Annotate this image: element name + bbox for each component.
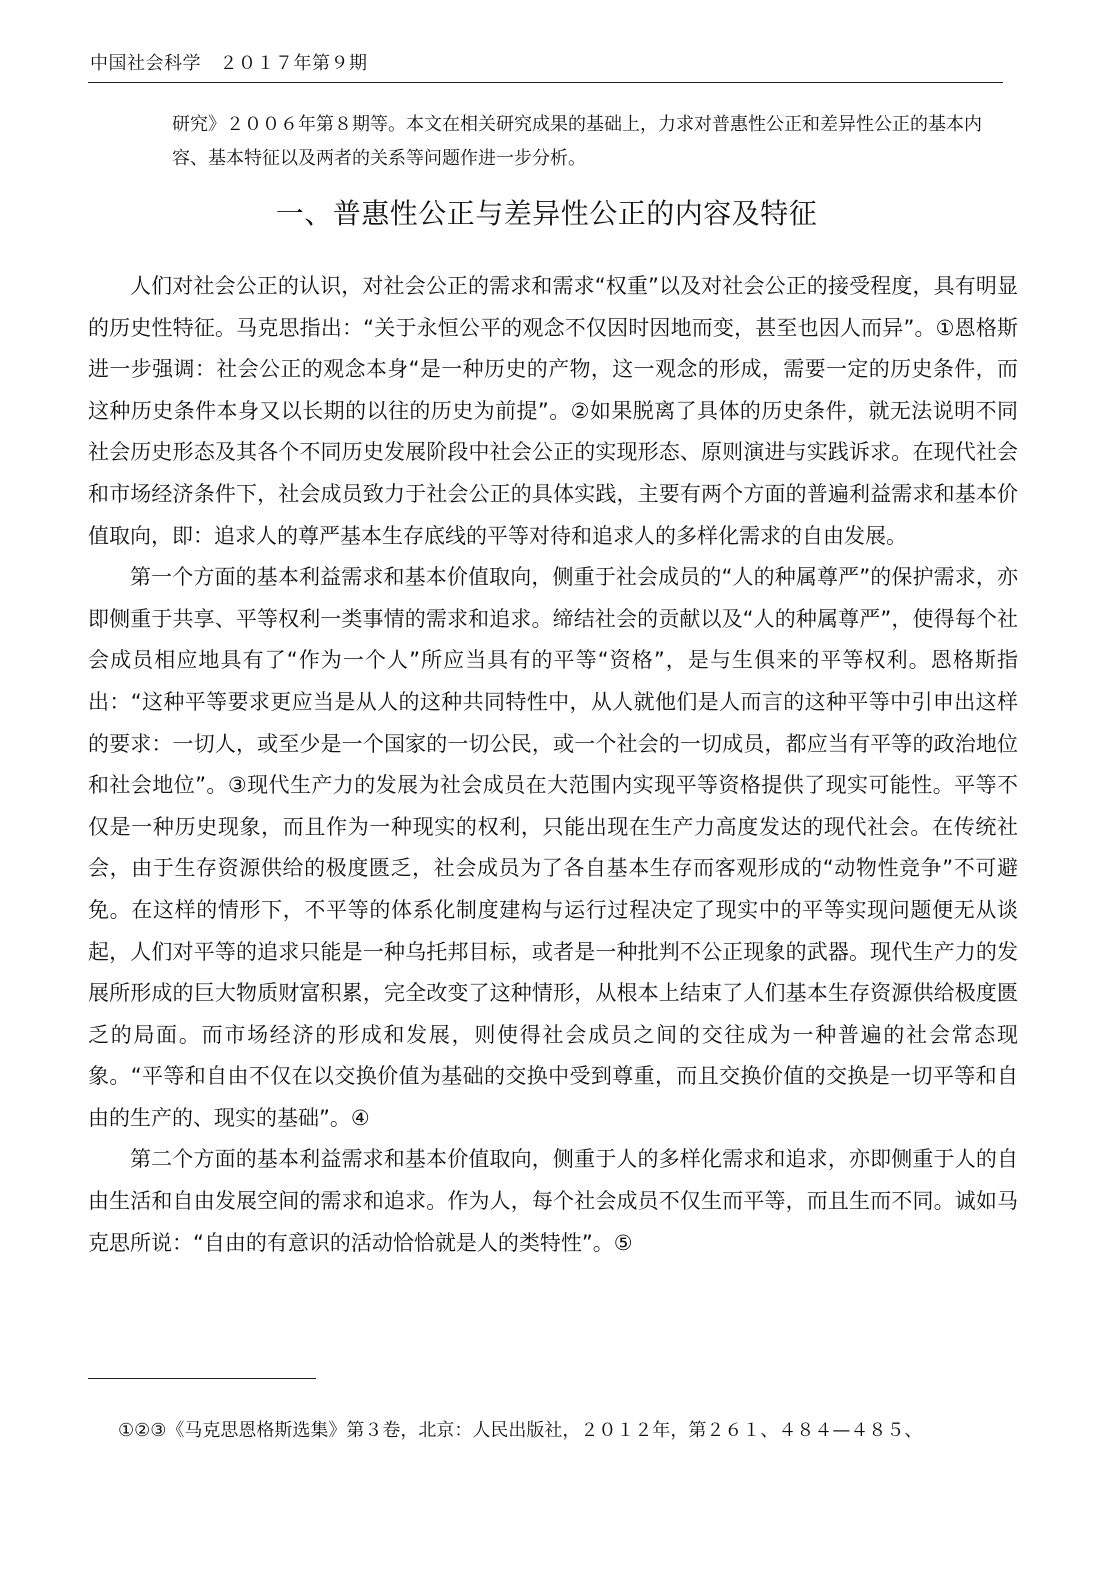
footnote: ①②③《马克思恩格斯选集》第３卷，北京：人民出版社，２０１２年，第２６１、４８４—４８５、 — [118, 1420, 923, 1441]
section-heading: 一、普惠性公正与差异性公正的内容及特征 — [275, 197, 818, 230]
continued-footnote — [172, 108, 1012, 176]
paragraph: 第一个方面的基本利益需求和基本价值取向，侧重于社会成员的“人的种属尊严”的保护需求，亦即侧重于共享、平等权利一类事情的需求和追求。缔结社会的贡献以及“人的种属尊严”，使得每个社会成员相应地具有了“作为一个人”所应当具有的平等“资格”，是与生俱来的平等权利。恩格斯指出：“这种平等要求更应当是从人的这种共同特性中，从人就他们是人而言的这种平等中引申出这样的要求：一切人，或至少是一个国家的一切公民，或一个社会的一切成员，都应当有平等的政治地位和社会地位”。③现代生产力的发展为社会成员在大范围内实现平等资格提供了现实可能性。平等不仅是一种历史现象，而且作为一种现实的权利，只能出现在生产力高度发达的现代社会。在传统社会，由于生存资源供给的极度匮乏，社会成员为了各自基本生存而客观形成的“动物性竞争”不可避免。在这样的情形下，不平等的体系化制度建构与运行过程决定了现实中的平等实现问题便无从谈起，人们对平等的追求只能是一种乌托邦目标，或者是一种批判不公正现象的武器。现代生产力的发展所形成的巨大物质财富积累，完全改变了这种情形，从根本上结束了人们基本生存资源供给极度匮乏的局面。而市场经济的形成和发展，则使得社会成员之间的交往成为一种普遍的社会常态现象。“平等和自由不仅在以交换价值为基础的交换中受到尊重，而且交换价值的交换是一切平等和自由的生产的、现实的基础”。④ — [88, 565, 1018, 1130]
footnote-divider — [88, 1378, 316, 1379]
continued-footnote-text: 研究》２００６年第８期等。本文在相关研究成果的基础上，力求对普惠性公正和差异性公正的基本内容、基本特征以及两者的关系等问题作进一步分析。 — [172, 114, 982, 169]
running-header: 中国社会科学 ２０１７年第９期 — [90, 53, 368, 74]
header-divider — [88, 82, 1003, 83]
paragraph: 第二个方面的基本利益需求和基本价值取向，侧重于人的多样化需求和追求，亦即侧重于人的自由生活和自由发展空间的需求和追求。作为人，每个社会成员不仅生而平等，而且生而不同。诚如马克思所说：“自由的有意识的活动恰恰就是人的类特性”。⑤ — [88, 1147, 1018, 1255]
body-text — [88, 266, 1018, 1264]
paragraph: 人们对社会公正的认识，对社会公正的需求和需求“权重”以及对社会公正的接受程度，具有明显的历史性特征。马克思指出：“关于永恒公平的观念不仅因时因地而变，甚至也因人而异”。①恩格斯进一步强调：社会公正的观念本身“是一种历史的产物，这一观念的形成，需要一定的历史条件，而这种历史条件本身又以长期的以往的历史为前提”。②如果脱离了具体的历史条件，就无法说明不同社会历史形态及其各个不同历史发展阶段中社会公正的实现形态、原则演进与实践诉求。在现代社会和市场经济条件下，社会成员致力于社会公正的具体实践，主要有两个方面的普遍利益需求和基本价值取向，即：追求人的尊严基本生存底线的平等对待和追求人的多样化需求的自由发展。 — [88, 274, 1018, 548]
